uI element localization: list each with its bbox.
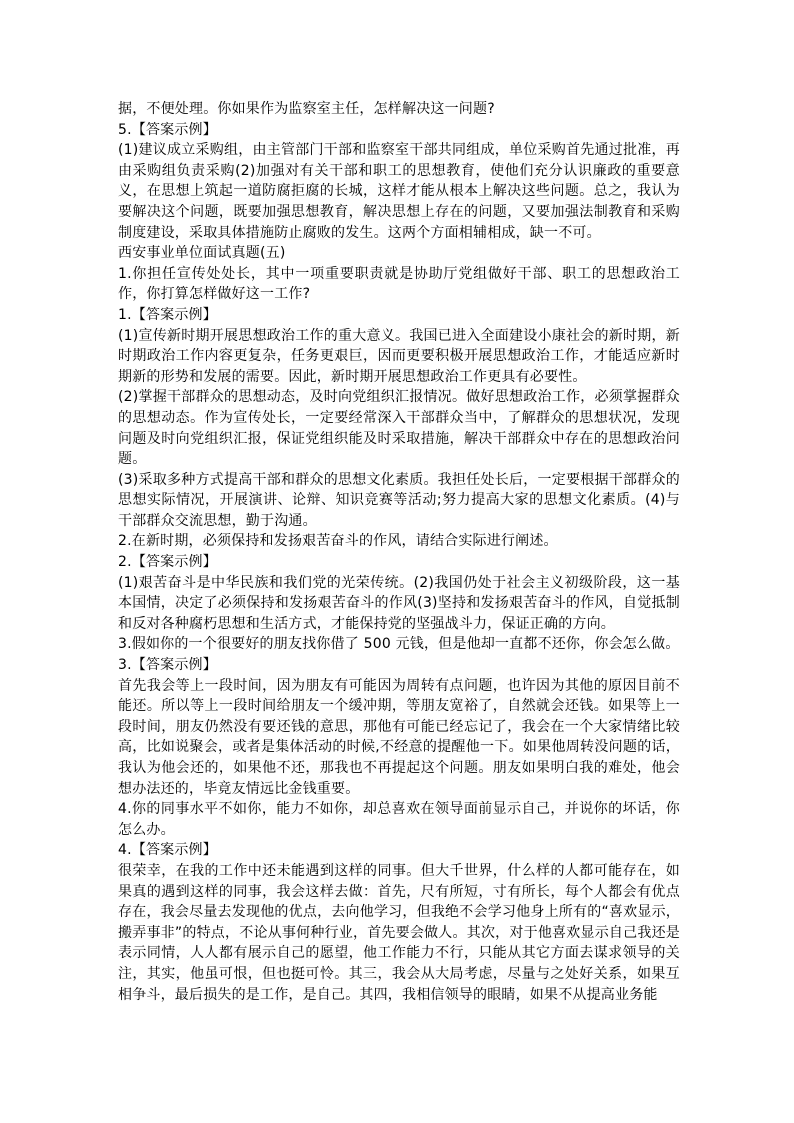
answer-1-point-1: (1)宣传新时期开展思想政治工作的重大意义。我国已进入全面建设小康社会的新时期，新时期政治工作内容更复杂，任务更艰巨，因而更要积极开展思想政治工作，才能适应新时期新的形势和发展的需要。因此，新时期开展思想政治工作更具有必要性。 [118,327,680,385]
answer-1-point-3: (3)采取多种方式提高干部和群众的思想文化素质。我担任处长后，一定要根据干部群众的思想实际情况，开展演讲、论辩、知识竞赛等活动;努力提高大家的思想文化素质。(4)与干部群众交流思想，勤于沟通。 [118,471,680,529]
answer-heading-5: 5.【答案示例】 [118,121,217,138]
answer-heading-3: 3.【答案示例】 [118,657,217,674]
answer-body-3: 首先我会等上一段时间，因为朋友有可能因为周转有点问题，也许因为其他的原因目前不能还。所以等上一段时间给朋友一个缓冲期，等朋友宽裕了，自然就会还钱。如果等上一段时间，朋友仍然没有要还钱的意思，那他有可能已经忘记了，我会在一个大家情绪比较高，比如说聚会，或者是集体活动的时候,不经意的提醒他一下。如果他周转没问题的话，我认为他会还的，如果他不还，那我也不再提起这个问题。朋友如果明白我的难处，他会想办法还的，毕竟友情远比金钱重要。 [118,677,680,797]
answer-body-4: 很荣幸，在我的工作中还未能遇到这样的同事。但大千世界，什么样的人都可能存在，如果真的遇到这样的同事，我会这样去做：首先，尺有所短，寸有所长，每个人都会有优点存在，我会尽量去发现他的优点，去向他学习，但我绝不会学习他身上所有的“喜欢显示，搬弄事非”的特点，不论从事何种行业，首先要会做人。其次，对于他喜欢显示自己我还是表示同情，人人都有展示自己的愿望，他工作能力不行，只能从其它方面去谋求领导的关注，其实，他虽可恨，但也挺可怜。其三，我会从大局考虑，尽量与之处好关系，如果互相争斗，最后损失的是工作，是自己。其四，我相信领导的眼睛，如果不从提高业务能 [118,862,680,1003]
answer-heading-1: 1.【答案示例】 [118,306,217,323]
answer-heading-4: 4.【答案示例】 [118,842,217,859]
question-continuation: 据，不便处理。你如果作为监察室主任，怎样解决这一问题? [118,101,495,117]
section-title: 西安事业单位面试真题(五) [118,245,286,262]
question-3: 3.假如你的一个很要好的朋友找你借了 500 元钱，但是他却一直都不还你，你会怎么做。 [118,636,680,653]
question-4: 4.你的同事水平不如你，能力不如你，却总喜欢在领导面前显示自己，并说你的坏话，你怎么办。 [118,801,680,838]
question-2: 2.在新时期，必须保持和发扬艰苦奋斗的作风，请结合实际进行阐述。 [118,533,558,550]
answer-body-5: (1)建议成立采购组，由主管部门干部和监察室干部共同组成，单位采购首先通过批准，再由采购组负责采购(2)加强对有关干部和职工的思想教育，使他们充分认识廉政的重要意义，在思想上筑起一道防腐拒腐的长城，这样才能从根本上解决这些问题。总之，我认为要解决这个问题，既要加强思想教育，解决思想上存在的问题，又要加强法制教育和采购制度建设，采取具体措施防止腐败的发生。这两个方面相辅相成，缺一不可。 [118,142,680,241]
answer-1-point-2: (2)掌握干部群众的思想动态，及时向党组织汇报情况。做好思想政治工作，必须掌握群众的思想动态。作为宣传处长，一定要经常深入干部群众当中，了解群众的思想状况，发现问题及时向党组织汇报，保证党组织能及时采取措施，解决干部群众中存在的思想政治问题。 [118,389,680,468]
answer-body-2: (1)艰苦奋斗是中华民族和我们党的光荣传统。(2)我国仍处于社会主义初级阶段，这一基本国情，决定了必须保持和发扬艰苦奋斗的作风(3)坚持和发扬艰苦奋斗的作风，自觉抵制和反对各种腐朽思想和生活方式，才能保持党的坚强战斗力，保证正确的方向。 [118,574,680,632]
document-page [118,99,680,1005]
question-1: 1.你担任宣传处处长，其中一项重要职责就是协助厅党组做好干部、职工的思想政治工作，你打算怎样做好这一工作? [118,265,680,303]
answer-heading-2: 2.【答案示例】 [118,554,217,571]
